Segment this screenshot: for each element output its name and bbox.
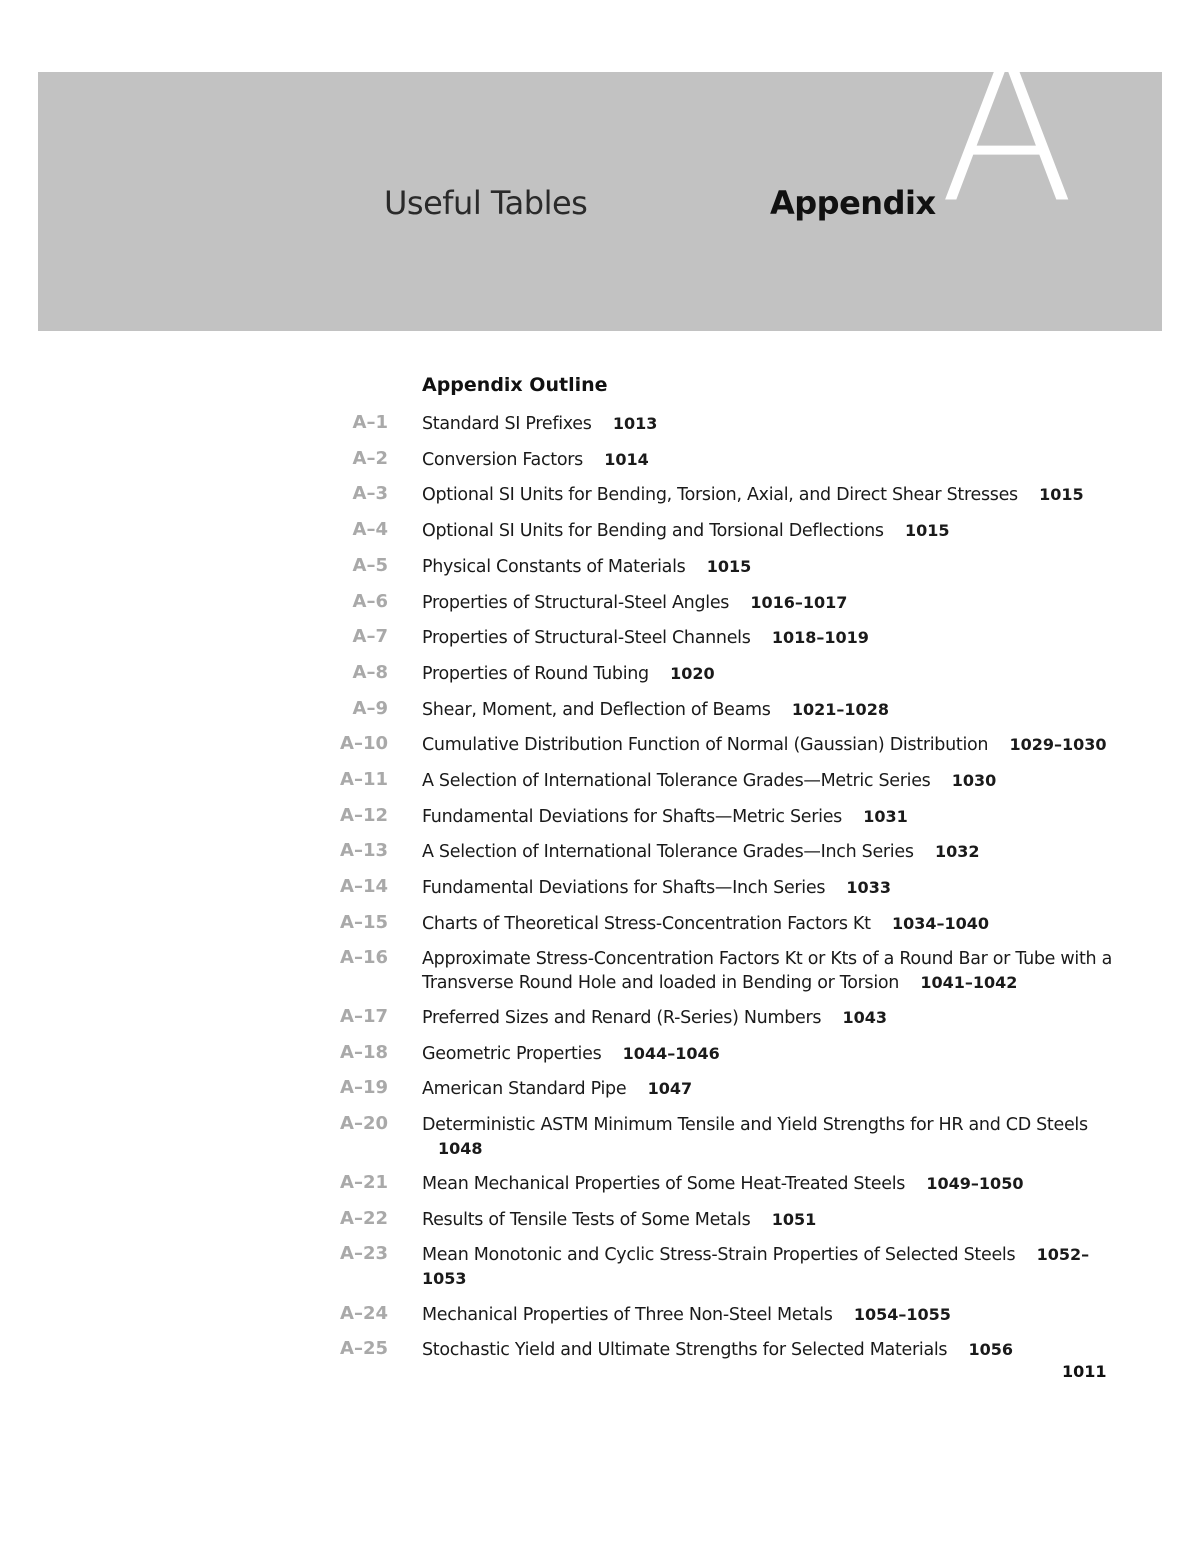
toc-entry-title xyxy=(422,698,1112,722)
toc-entry-title xyxy=(422,626,1112,650)
toc-entry-page[interactable]: 1049–1050 xyxy=(926,1174,1024,1193)
toc-entry-title xyxy=(422,1303,1112,1327)
toc-entry-number: A–6 xyxy=(352,591,388,612)
toc-entry-number: A–13 xyxy=(340,840,388,861)
toc-entry-number: A–22 xyxy=(340,1208,388,1229)
toc-entry-title xyxy=(422,1077,1112,1101)
toc-entry-page[interactable]: 1033 xyxy=(846,878,891,897)
toc-entry-title-text: Optional SI Units for Bending, Torsion, Axial, and Direct Shear Stresses xyxy=(422,485,1018,505)
appendix-label: Appendix xyxy=(770,184,936,222)
toc-entry-title xyxy=(422,1006,1112,1030)
toc-entry-title xyxy=(422,1208,1112,1232)
toc-entry-number: A–20 xyxy=(340,1113,388,1134)
toc-entry-title xyxy=(422,412,1112,436)
toc-entry-title-text: Mean Monotonic and Cyclic Stress-Strain Properties of Selected Steels xyxy=(422,1245,1016,1265)
toc-entry-title-text: Stochastic Yield and Ultimate Strengths for Selected Materials xyxy=(422,1340,948,1360)
toc-entry-page[interactable]: 1041–1042 xyxy=(920,973,1018,992)
toc-entry-title-text: Fundamental Deviations for Shafts—Metric Series xyxy=(422,807,842,827)
toc-entry-number: A–23 xyxy=(340,1243,388,1264)
toc-entry-number: A–5 xyxy=(352,555,388,576)
toc-entry-number: A–25 xyxy=(340,1338,388,1359)
toc-entry-title-text: Properties of Round Tubing xyxy=(422,664,649,684)
toc-entry-number: A–2 xyxy=(352,448,388,469)
toc-entry-number: A–1 xyxy=(352,412,388,433)
toc-entry-title xyxy=(422,1243,1112,1291)
page-number: 1011 xyxy=(1062,1362,1107,1381)
toc-entry-title-text: Results of Tensile Tests of Some Metals xyxy=(422,1210,751,1230)
appendix-title: Useful Tables xyxy=(384,184,588,222)
toc-entry-number: A–7 xyxy=(352,626,388,647)
toc-entry-page[interactable]: 1021–1028 xyxy=(791,700,889,719)
toc-entry-page[interactable]: 1015 xyxy=(1039,485,1084,504)
toc-entry-number: A–11 xyxy=(340,769,388,790)
toc-entry-title-text: Charts of Theoretical Stress-Concentration Factors Kt xyxy=(422,914,871,934)
toc-entry-title xyxy=(422,1042,1112,1066)
toc-entry-title-text: Standard SI Prefixes xyxy=(422,414,592,434)
toc-entry-title xyxy=(422,805,1112,829)
toc-entry-page[interactable]: 1052–1053 xyxy=(422,1245,1090,1288)
toc-entry-title xyxy=(422,1113,1112,1161)
toc-entry-page[interactable]: 1032 xyxy=(934,842,980,861)
toc-entry-page[interactable]: 1047 xyxy=(647,1079,693,1098)
toc-entry-title-text: Conversion Factors xyxy=(422,450,583,470)
toc-entry-number: A–4 xyxy=(352,519,388,540)
toc-entry-page[interactable]: 1031 xyxy=(863,807,908,826)
toc-entry-title-text: Optional SI Units for Bending and Torsional Deflections xyxy=(422,521,884,541)
toc-entry-title xyxy=(422,1338,1112,1362)
toc-entry-page[interactable]: 1015 xyxy=(706,557,752,576)
toc-entry-page[interactable]: 1013 xyxy=(612,414,658,433)
toc-entry-number: A–10 xyxy=(340,733,388,754)
toc-entry-page[interactable]: 1015 xyxy=(905,521,950,540)
toc-entry-title-text: Physical Constants of Materials xyxy=(422,557,686,577)
toc-entry-title-text: Mechanical Properties of Three Non-Steel Metals xyxy=(422,1305,833,1325)
toc-entry-number: A–18 xyxy=(340,1042,388,1063)
toc-entry-title xyxy=(422,769,1112,793)
toc-entry-title-text: Approximate Stress-Concentration Factors Kt or Kts of a Round Bar or Tube with a Transverse Round Hole and loaded in Bending or Torsion xyxy=(422,949,1113,993)
appendix-letter: A xyxy=(940,18,1075,246)
toc-entry-title-text: Mean Mechanical Properties of Some Heat-Treated Steels xyxy=(422,1174,906,1194)
toc-entry-page[interactable]: 1043 xyxy=(842,1008,888,1027)
toc-entry-title xyxy=(422,876,1112,900)
toc-entry-title xyxy=(422,483,1112,507)
toc-entry-page[interactable]: 1051 xyxy=(771,1210,817,1229)
toc-entry-title xyxy=(422,733,1112,757)
toc-entry-page[interactable]: 1044–1046 xyxy=(622,1044,720,1063)
toc-entry-title xyxy=(422,662,1112,686)
toc-entry-page[interactable]: 1056 xyxy=(968,1340,1014,1359)
toc-entry-title-text: Cumulative Distribution Function of Normal (Gaussian) Distribution xyxy=(422,735,989,755)
toc-entry-number: A–16 xyxy=(340,947,388,968)
toc-entry-page[interactable]: 1034–1040 xyxy=(891,914,989,933)
toc-entry-page[interactable]: 1014 xyxy=(604,450,649,469)
toc-entry-title xyxy=(422,912,1112,936)
toc-entry-page[interactable]: 1054–1055 xyxy=(853,1305,951,1324)
toc-entry-title xyxy=(422,947,1112,995)
toc-entry-number: A–19 xyxy=(340,1077,388,1098)
toc-entry-number: A–21 xyxy=(340,1172,388,1193)
outline-heading: Appendix Outline xyxy=(422,374,608,396)
toc-entry-number: A–24 xyxy=(340,1303,388,1324)
toc-entry-title xyxy=(422,519,1112,543)
toc-entry-title-text: Fundamental Deviations for Shafts—Inch Series xyxy=(422,878,826,898)
toc-entry-number: A–8 xyxy=(352,662,388,683)
toc-entry-number: A–12 xyxy=(340,805,388,826)
toc-entry-number: A–14 xyxy=(340,876,388,897)
toc-entry-page[interactable]: 1020 xyxy=(670,664,715,683)
toc-entry-title xyxy=(422,591,1112,615)
toc-entry-number: A–17 xyxy=(340,1006,388,1027)
toc-entry-number: A–9 xyxy=(352,698,388,719)
toc-entry-title-text: A Selection of International Tolerance Grades—Inch Series xyxy=(422,842,914,862)
toc-entry-title-text: American Standard Pipe xyxy=(422,1079,627,1099)
toc-entry-page[interactable]: 1030 xyxy=(951,771,997,790)
toc-entry-page[interactable]: 1016–1017 xyxy=(750,593,848,612)
toc-entry-title xyxy=(422,840,1112,864)
toc-entry-title-text: Shear, Moment, and Deflection of Beams xyxy=(422,700,771,720)
toc-entry-title xyxy=(422,448,1112,472)
toc-entry-title xyxy=(422,555,1112,579)
toc-entry-title xyxy=(422,1172,1112,1196)
toc-entry-page[interactable]: 1048 xyxy=(438,1139,483,1158)
toc-entry-number: A–3 xyxy=(352,483,388,504)
toc-entry-title-text: Deterministic ASTM Minimum Tensile and Yield Strengths for HR and CD Steels xyxy=(422,1115,1088,1135)
toc-entry-page[interactable]: 1018–1019 xyxy=(771,628,869,647)
toc-entry-title-text: Properties of Structural-Steel Angles xyxy=(422,593,730,613)
toc-entry-title-text: Geometric Properties xyxy=(422,1044,602,1064)
toc-entry-page[interactable]: 1029–1030 xyxy=(1009,735,1107,754)
toc-entry-number: A–15 xyxy=(340,912,388,933)
toc-entry-title-text: Preferred Sizes and Renard (R-Series) Numbers xyxy=(422,1008,822,1028)
toc-entry-title-text: Properties of Structural-Steel Channels xyxy=(422,628,751,648)
toc-entry-title-text: A Selection of International Tolerance Grades—Metric Series xyxy=(422,771,931,791)
